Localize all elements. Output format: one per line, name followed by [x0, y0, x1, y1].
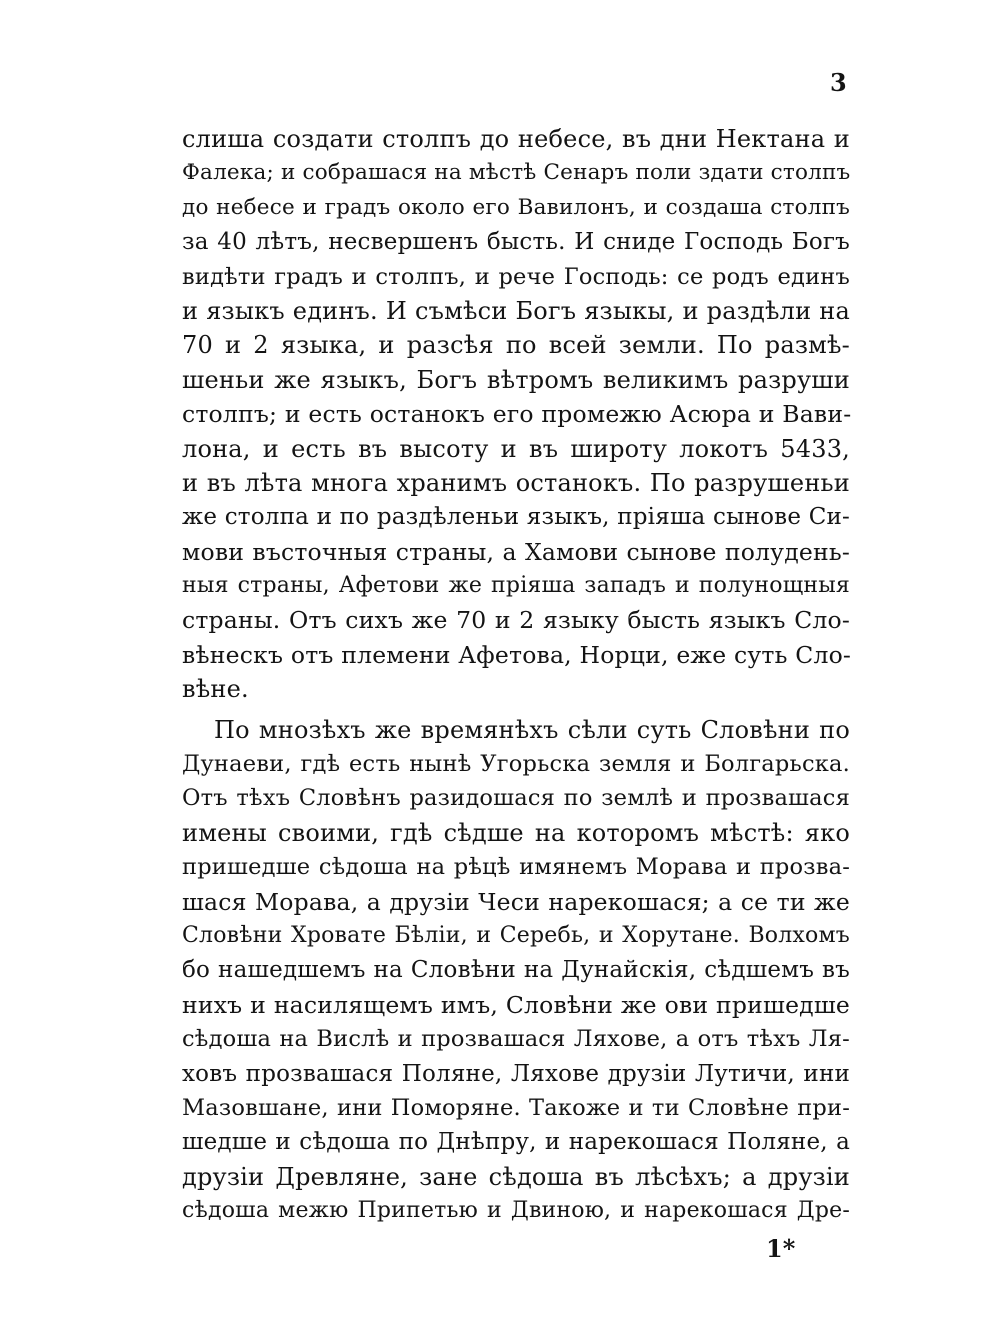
signature-mark: 1* [766, 1234, 796, 1263]
page-number: 3 [830, 68, 847, 97]
text-line: 70 и 2 языка, и разсѣя по всей земли. По размѣ- [182, 331, 850, 360]
text-line: шедше и сѣдоша по Днѣпру, и нарекошася Поляне, а [182, 1129, 850, 1156]
text-line: Фалека; и собрашася на мѣстѣ Сенаръ поли здати столпъ [182, 160, 851, 186]
text-line: Мазовшане, ини Поморяне. Такоже и ти Словѣне при- [182, 1094, 850, 1121]
text-line: же столпа и по раздѣленьи языкъ, прiяша сынове Си- [182, 504, 850, 531]
text-line: сѣдоша межю Припетью и Двиною, и нарекошася Дре- [182, 1198, 850, 1224]
text-line: слиша создати столпъ до небесе, въ дни Нектана и [182, 125, 850, 153]
text-line: бо нашедшемъ на Словѣни на Дунайскiя, сѣдшемъ въ [182, 957, 850, 984]
paragraph-2 [182, 713, 850, 1229]
text-line: страны. Отъ сихъ же 70 и 2 языку бысть языкъ Сло- [182, 606, 850, 635]
text-line: сѣдоша на Вислѣ и прозвашася Ляхове, а отъ тѣхъ Ля- [182, 1026, 850, 1053]
text-line: имены своими, гдѣ сѣдше на которомъ мѣстѣ: яко [182, 818, 850, 847]
text-line: Отъ тѣхъ Словѣнъ разидошася по землѣ и прозвашася [182, 785, 850, 812]
text-line: вѣне. [182, 675, 249, 704]
text-line: вѣнескъ отъ племени Афетова, Норци, еже суть Сло- [182, 640, 852, 669]
text-line: ховъ прозвашася Поляне, Ляхове друзiи Лутичи, ини [182, 1060, 850, 1087]
paragraph-1 [182, 122, 850, 707]
text-line: Словѣни Хровате Бѣлiи, и Серебь, и Хорутане. Волхомъ [182, 922, 850, 948]
text-line: за 40 лѣтъ, несвершенъ бысть. И сниде Господь Богъ [182, 229, 850, 256]
text-line: до небесе и градъ около его Вавилонъ, и создаша столпъ [182, 194, 850, 220]
text-line: ныя страны, Афетови же прiяша западъ и полунощныя [182, 573, 850, 599]
text-line: пришедше сѣдоша на рѣцѣ имянемъ Морава и прозва- [182, 854, 850, 881]
text-line: и въ лѣта многа хранимъ останокъ. По разрушеньи [182, 468, 850, 497]
text-line: лона, и есть въ высоту и въ широту локотъ 5433, [182, 434, 850, 463]
text-line: шеньи же языкъ, Богъ вѣтромъ великимъ разруши [182, 365, 850, 394]
text-line: друзiи Древляне, зане сѣдоша въ лѣсѣхъ; а друзiи [182, 1162, 850, 1191]
text-line: Дунаеви, гдѣ есть нынѣ Угорьска земля и Болгарьска. [182, 751, 850, 778]
text-line: видѣти градъ и столпъ, и рече Господь: се родъ единъ [182, 263, 850, 290]
text-line: и языкъ единъ. И съмѣси Богъ языкы, и раздѣли на [182, 296, 850, 325]
text-line: мови въсточныя страны, а Хамови сынове полудень- [182, 537, 850, 566]
text-line: столпъ; и есть останокъ его промежю Асюра и Вави- [182, 400, 852, 429]
body-text [182, 122, 850, 1229]
text-line: нихъ и насилящемъ имъ, Словѣни же ови пришедше [182, 990, 850, 1019]
text-line: шася Морава, а друзiи Чеси нарекошася; а се ти же [182, 887, 850, 916]
text-line: По мнозѣхъ же времянѣхъ сѣли суть Словѣни по [214, 715, 850, 744]
